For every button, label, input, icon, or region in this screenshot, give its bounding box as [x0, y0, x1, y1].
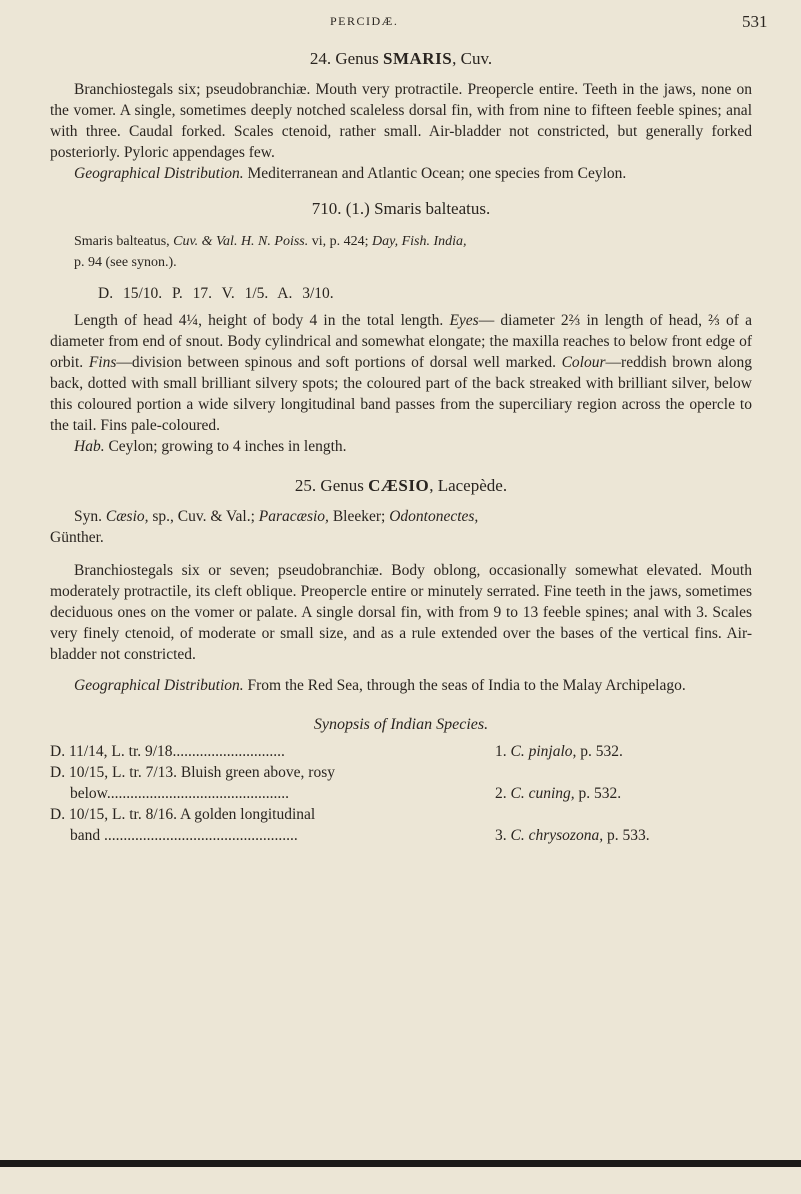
syn-mid: vi, p. 424; — [308, 234, 373, 249]
synopsis-list — [50, 741, 752, 846]
synopsis-row-cont — [50, 825, 752, 846]
synopsis-row-cont — [50, 783, 752, 804]
synopsis-num: 1. — [495, 743, 507, 760]
syn-ref: Day, Fish. India, — [372, 234, 467, 249]
synopsis-result — [495, 741, 752, 762]
genus-caesio-synonymy — [50, 506, 752, 527]
genus-authority: , Lacepède. — [429, 476, 508, 495]
species-synonymy — [50, 231, 752, 252]
syn-text: Bleeker; — [328, 508, 390, 525]
species-synonymy-cont: p. 94 (see synon.). — [74, 255, 177, 270]
running-head — [0, 12, 801, 34]
genus-smaris-description: Branchiostegals six; pseudobranchiæ. Mouth very protractile. Preopercle entire. Teeth in the jaws, none on the vomer. A single, sometimes deeply notched scaleless dorsal fin, with from nine to fifteen feeble spines; anal with three. Caudal forked. Scales ctenoid, rather small. Air-bladder not constricted, but generally forked posteriorly. Pyloric appendages few. — [50, 81, 752, 161]
distribution-text: Mediterranean and Atlantic Ocean; one species from Ceylon. — [243, 165, 627, 182]
desc-text: — diameter 2⅔ in length of head, ⅔ of a diameter from end of snout. Body cylindrical and somewhat elongate; the maxilla reaches to below front edge of orbit. — [50, 312, 752, 371]
synopsis-species: C. chrysozona, — [510, 827, 604, 844]
synopsis-row — [50, 762, 752, 783]
synopsis-key: D. 10/15, L. tr. 7/13. Bluish green above, rosy — [50, 764, 335, 781]
synopsis-title: Synopsis of Indian Species. — [313, 716, 489, 733]
synopsis-key: D. 11/14, L. tr. 9/18............................. — [50, 743, 285, 760]
distribution-label: Geographical Distribution. — [74, 165, 244, 182]
genus-number: 24. Genus — [309, 49, 379, 68]
desc-text: Length of head 4¼, height of body 4 in the total length. — [74, 312, 450, 329]
synopsis-page: p. 532. — [576, 743, 623, 760]
syn-ref: Cuv. & Val. H. N. Poiss. — [173, 234, 309, 249]
syn-text: sp., Cuv. & Val.; — [148, 508, 259, 525]
page-number: 531 — [742, 12, 768, 31]
genus-smaris-distribution — [50, 163, 752, 184]
habitat-label: Hab. — [74, 438, 105, 455]
genus-number: 25. Genus — [294, 476, 364, 495]
colour-label: Colour — [561, 354, 606, 371]
genus-caesio-distribution — [50, 675, 752, 696]
synopsis-key-cont: below............................................... — [70, 785, 289, 802]
habitat-text: Ceylon; growing to 4 inches in length. — [104, 438, 347, 455]
genus-smaris-heading — [50, 48, 752, 69]
genus-caesio-description: Branchiostegals six or seven; pseudobranchiæ. Body oblong, occasionally somewhat elevated. Mouth moderately protractile, its cleft oblique. Preopercle entire or minutely serrated. Fine teeth in the jaws, sometimes deciduous ones on the vomer or palate. A single dorsal fin, with from 9 to 13 feeble spines; anal with 3. Scales very finely ctenoid, of moderate or small size, and as a rule extended over the bases of the vertical fins. Air-bladder not constricted. — [50, 562, 752, 663]
synopsis-num: 3. — [495, 827, 507, 844]
species-habitat — [50, 436, 752, 457]
distribution-text: From the Red Sea, through the seas of India to the Malay Archipelago. — [243, 677, 686, 694]
genus-authority: , Cuv. — [452, 49, 493, 68]
synopsis-row — [50, 804, 752, 825]
synopsis-result — [495, 783, 752, 804]
synopsis-species: C. pinjalo, — [510, 743, 577, 760]
syn-label: Syn. — [74, 508, 106, 525]
syn-ref: Cæsio, — [105, 508, 149, 525]
synopsis-species: C. cuning, — [510, 785, 575, 802]
syn-ref: Paracæsio, — [258, 508, 329, 525]
synopsis-key: D. 10/15, L. tr. 8/16. A golden longitudinal — [50, 806, 316, 823]
page-content — [50, 38, 752, 846]
synopsis-row — [50, 741, 752, 762]
running-title: PERCIDÆ. — [330, 14, 399, 28]
synopsis-page: p. 532. — [574, 785, 622, 802]
species-heading: 710. (1.) Smaris balteatus. — [311, 199, 491, 218]
synopsis-page: p. 533. — [603, 827, 650, 844]
synopsis-num: 2. — [495, 785, 507, 802]
fins-label: Fins — [88, 354, 117, 371]
species-description — [50, 310, 752, 436]
syn-ref: Odontonectes, — [389, 508, 479, 525]
genus-caesio-heading — [50, 475, 752, 496]
genus-name: CÆSIO — [368, 476, 430, 495]
genus-caesio-synonymy-cont: Günther. — [50, 529, 104, 546]
genus-name: SMARIS — [383, 49, 453, 68]
fin-formula: D. 15/10. P. 17. V. 1/5. A. 3/10. — [98, 285, 334, 302]
syn-name: Smaris balteatus, — [74, 234, 174, 249]
desc-text: —reddish brown along back, dotted with small brilliant silvery spots; the coloured part of the back streaked with brilliant silver, below this coloured portion a wide silvery longitudinal band passes from the superciliary region across the opercle to the tail. Fins pale-coloured. — [50, 354, 753, 434]
eyes-label: Eyes — [449, 312, 479, 329]
synopsis-key-cont: band .................................................. — [70, 827, 298, 844]
synopsis-result — [495, 825, 752, 846]
scan-edge-bar — [0, 1160, 801, 1167]
desc-text: —division between spinous and soft portions of dorsal well marked. — [116, 354, 562, 371]
distribution-label: Geographical Distribution. — [74, 677, 244, 694]
